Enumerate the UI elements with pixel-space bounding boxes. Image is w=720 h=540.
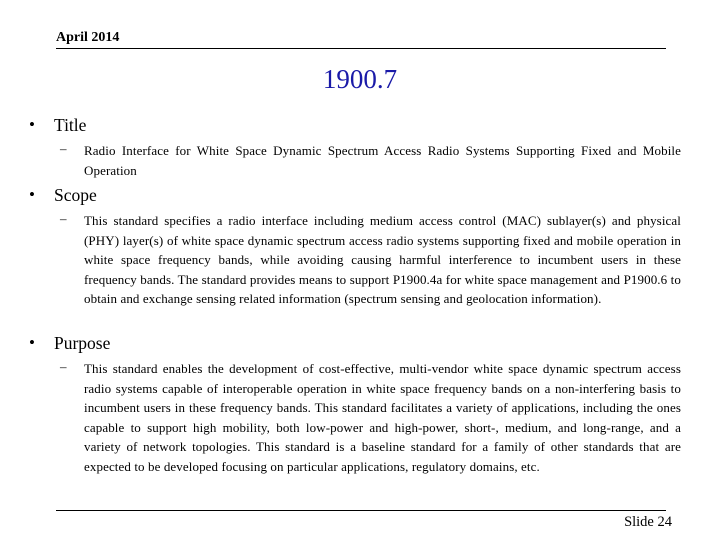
bullet-label-title: Title: [54, 115, 87, 135]
header-rule: [56, 48, 666, 49]
bullet-label-purpose: Purpose: [54, 333, 111, 353]
bullet-marker: •: [29, 185, 35, 204]
title-text: Radio Interface for White Space Dynamic Spectrum Access Radio Systems Supporting Fixed and Mobile Operation: [84, 143, 681, 178]
slide-title: 1900.7: [322, 64, 398, 94]
bullet-marker: •: [29, 115, 35, 134]
section-purpose: [0, 333, 720, 474]
section-scope: [0, 185, 720, 306]
bullet-label-scope: Scope: [54, 185, 97, 205]
scope-text: This standard specifies a radio interface including medium access control (MAC) sublayer(s) and physical (PHY) layer(s) of white space dynamic spectrum access radio systems supporting fixed and mobile operation in white space frequency bands, while avoiding causing harmful interference to incumbent users in these frequency bands. The standard provides means to support P1900.4a for white space management and P1900.6 to obtain and exchange sensing related information (spectrum sensing and geolocation information).: [84, 213, 681, 306]
bullet-marker: •: [29, 333, 35, 352]
purpose-text: This standard enables the development of cost-effective, multi-vendor white space dynamic spectrum access radio systems capable of interoperable operation in white space frequency bands on a non-interfering basis to incumbent users in these frequency bands. This standard facilitates a variety of applications, including the ones capable to support high mobility, both low-power and high-power, short-, medium, and long-range, and a variety of network topologies. This standard is a baseline standard for a family of other standards that are expected to be developed focusing on particular applications, regulatory domains, etc.: [84, 361, 681, 474]
sub-bullet-dash: –: [60, 141, 67, 156]
header-date: April 2014: [56, 30, 120, 45]
sub-bullet-dash: –: [60, 211, 67, 226]
section-title: [0, 115, 720, 178]
slide-number: Slide 24: [624, 514, 672, 530]
sub-bullet-dash: –: [60, 359, 67, 374]
footer-rule: [56, 510, 666, 511]
